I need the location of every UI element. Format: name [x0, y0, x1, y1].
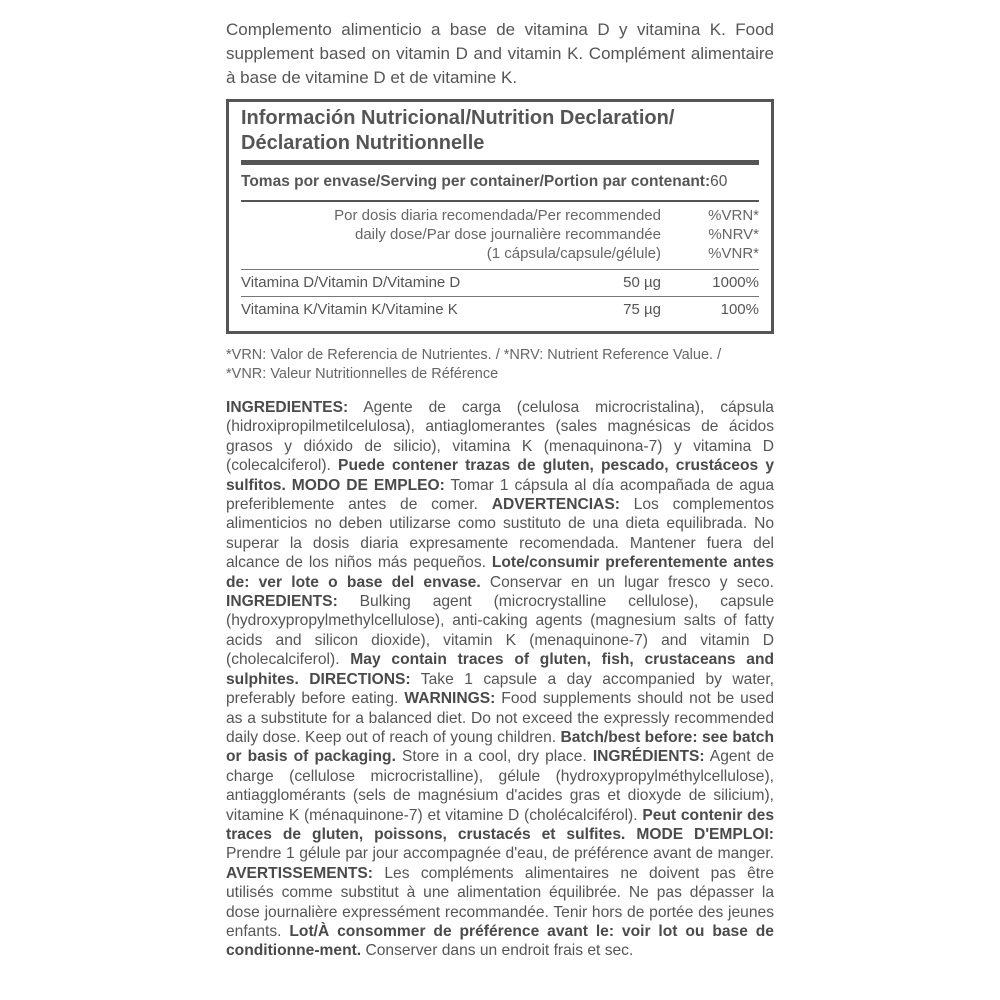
warnings-es: Los complementos alimenticios no deben utilizarse como sustituto de una dieta equilibrada. No superar la dosis diaria expresamente recomendada. Mantener fuera del alcance de los niños más pequeños.: [226, 496, 774, 572]
table-row: [241, 296, 759, 323]
ingredients-text: [226, 398, 774, 961]
table-row: [241, 270, 759, 296]
lot-es: Lote/consumir preferentemente antes de: ver lote o base del envase.: [226, 554, 774, 591]
reference-header-line2: %NRV*: [708, 226, 759, 243]
footnote-line2: *VNR: Valeur Nutritionnelles de Référence: [226, 366, 499, 382]
nutrient-reference: 100%: [720, 301, 759, 318]
nutrient-amount: 50 µg: [623, 274, 661, 291]
footnote: [226, 346, 774, 384]
directions-fr: Prendre 1 gélule par jour accompagnée d'eau, de préférence avant de manger.: [226, 845, 774, 863]
dose-header: [241, 206, 701, 263]
nutrition-title-line1: Información Nutricional/Nutrition Declaration/: [241, 107, 675, 129]
servings-label: Tomas por envase/Serving per container/Portion par contenant:: [241, 173, 711, 190]
nutrition-title-line2: Déclaration Nutritionnelle: [241, 132, 485, 154]
ingredients-label-en: INGREDIENTS:: [226, 593, 338, 611]
ingredients-label-es: INGREDIENTES:: [226, 399, 349, 416]
intro-text: Complemento alimenticio a base de vitamina D y vitamina K. Food supplement based on vitamin D and vitamin K. Complément alimentaire à base de vitamine D et de vitamine K.: [226, 20, 774, 87]
warnings-label-fr: AVERTISSEMENTS:: [226, 864, 373, 882]
ingredients-fr: Agent de charge (cellulose microcristalline), gélule (hydroxypropylméthylcellulose), antiagglomérants (sels de magnésium d'acides gras et dioxyde de silicium), vitamine K (ménaquinone-7) et vitamine D (cholécalciférol).: [226, 748, 774, 824]
nutrient-name: Vitamina K/Vitamin K/Vitamine K: [241, 301, 458, 318]
table-header: [241, 202, 759, 270]
ingredients-label-fr: INGRÉDIENTS:: [592, 748, 705, 766]
warnings-en: Food supplements should not be used as a substitute for a balanced diet. Do not exceed the expressly recommended daily dose. Keep out of reach of young children.: [226, 690, 774, 746]
nutrient-name: Vitamina D/Vitamin D/Vitamine D: [241, 274, 461, 291]
nutrition-title: [241, 106, 759, 165]
dose-header-line3: (1 cápsula/capsule/gélule): [486, 245, 661, 262]
storage-en: Store in a cool, dry place.: [395, 748, 587, 766]
directions-es: Tomar 1 cápsula al día acompañada de agua preferiblemente antes de comer.: [226, 476, 775, 514]
warnings-label-en: WARNINGS:: [404, 690, 496, 708]
ingredients-en: Bulking agent (microcrystalline cellulose), capsule (hydroxypropylmethylcellulose), anti-caking agents (magnesium salts of fatty acids and silicon dioxide), vitamin K (menaquinone-7) and vitamin D (cholecalciferol).: [226, 593, 774, 669]
nutrient-reference: 1000%: [712, 274, 759, 291]
servings-value: 60: [710, 173, 728, 190]
directions-en: Take 1 capsule a day accompanied by water, preferably before eating.: [226, 670, 774, 708]
footnote-line1: *VRN: Valor de Referencia de Nutrientes. / *NRV: Nutrient Reference Value. /: [226, 347, 722, 363]
nutrition-table: [226, 99, 774, 334]
warnings-label-es: ADVERTENCIAS:: [491, 496, 620, 514]
dose-header-line1: Por dosis diaria recomendada/Per recommended: [334, 207, 661, 224]
directions-label-fr: MODE D'EMPLOI:: [625, 825, 775, 843]
label-panel: [226, 18, 774, 961]
storage-es: Conservar en un lugar fresco y seco.: [480, 573, 775, 591]
nutrient-amount: 75 µg: [623, 301, 661, 318]
reference-header-line3: %VNR*: [708, 245, 759, 262]
dose-header-line2: daily dose/Par dose journalière recommandée: [354, 226, 661, 243]
reference-header: [701, 206, 759, 263]
lot-en: Batch/best before: see batch or basis of packaging.: [226, 728, 774, 766]
allergen-es: Puede contener trazas de gluten, pescado, crustáceos y sulfitos.: [226, 457, 774, 494]
directions-label-es: MODO DE EMPLEO:: [285, 476, 445, 494]
servings-row: [241, 165, 759, 202]
lot-fr: Lot/À consommer de préférence avant le: voir lot ou base de conditionne-ment.: [226, 922, 774, 960]
storage-fr: Conserver dans un endroit frais et sec.: [361, 942, 634, 960]
reference-header-line1: %VRN*: [708, 207, 759, 224]
allergen-fr: Peut contenir des traces de gluten, poissons, crustacés et sulfites.: [226, 806, 774, 843]
warnings-fr: Les compléments alimentaires ne doivent pas être utilisés comme substitut à une alimentation équilibrée. Ne pas dépasser la dose journalière expressément recommandée. Tenir hors de portée des jeunes enfants.: [226, 864, 774, 940]
directions-label-en: DIRECTIONS:: [298, 670, 411, 688]
allergen-en: May contain traces of gluten, fish, crustaceans and sulphites.: [226, 651, 774, 688]
ingredients-es: Agente de carga (celulosa microcristalina), cápsula (hidroxipropilmetilcelulosa), antiaglomerantes (sales magnésicas de ácidos grasos y dióxido de silicio), vitamina K (menaquinona-7) y vitamina D (colecalciferol).: [226, 399, 774, 475]
